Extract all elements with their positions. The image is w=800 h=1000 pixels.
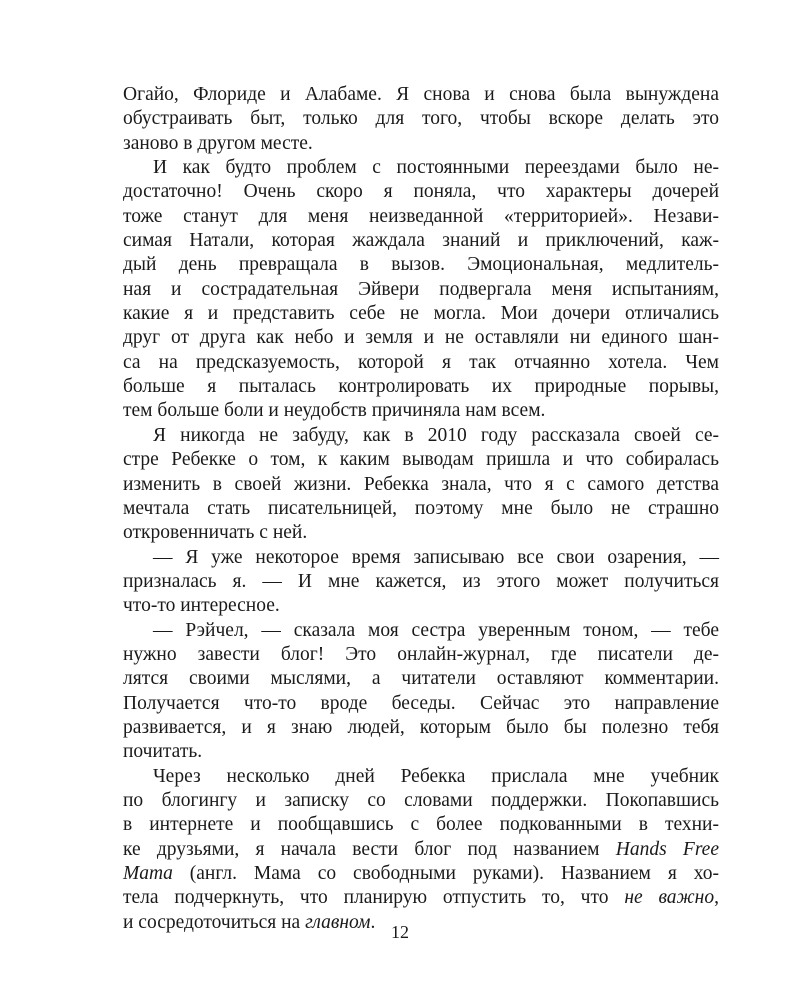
italic-text: Mama [123, 863, 173, 884]
italic-text: главном [305, 911, 371, 933]
text-segment: Через несколько дней Ребекка прислала мне учебник [153, 765, 719, 787]
text-line [123, 619, 719, 643]
text-segment: (англ. Мама со свободными руками). Названием я хо- [172, 863, 719, 884]
text-segment: мечтала стать писательницей, поэтому мне было не страшно [123, 497, 719, 519]
text-segment: И как будто проблем с постоянными переездами было не- [153, 157, 719, 179]
text-segment: друг от друга как небо и земля и не оставляли ни единого шан- [123, 327, 719, 349]
text-line [123, 497, 719, 521]
text-segment: больше я пыталась контролировать их природные порывы, [123, 376, 719, 398]
text-segment: симая Натали, которая жаждала знаний и приключений, каж- [123, 230, 719, 252]
text-line [123, 570, 719, 594]
text-line [123, 789, 719, 813]
text-segment: дый день превращала в вызов. Эмоциональная, медлитель- [123, 254, 719, 276]
text-line [123, 83, 719, 107]
text-segment: почитать. [123, 741, 203, 763]
text-segment: тем больше боли и неудобств причиняла нам всем. [123, 400, 546, 422]
text-segment: са на предсказуемость, которой я так отчаянно хотела. Чем [123, 351, 719, 373]
text-line [123, 813, 719, 837]
text-segment: тоже станут для меня неизведанной «территорией». Незави- [123, 205, 719, 227]
text-segment: — Я уже некоторое время записываю все свои озарения, — [153, 546, 719, 568]
text-line [123, 862, 719, 886]
text-line [123, 278, 719, 302]
text-segment: развивается, и я знаю людей, которым было бы полезно тебя [123, 716, 719, 738]
text-segment: призналась я. — И мне кажется, из этого может получиться [123, 570, 719, 592]
text-line [123, 424, 719, 448]
text-line [123, 302, 719, 326]
italic-text: Hands Free [615, 838, 719, 860]
text-segment: , [714, 887, 719, 909]
text-segment: заново в другом месте. [123, 132, 313, 154]
text-segment: изменить в своей жизни. Ребекка знала, что я с самого детства [123, 473, 719, 495]
text-segment: и сосредоточиться на [123, 911, 306, 933]
text-segment: . [370, 911, 376, 933]
italic-text: не важно [624, 887, 715, 909]
text-line [123, 107, 719, 131]
text-segment: лятся своими мыслями, а читатели оставляют комментарии. [123, 668, 719, 690]
text-line [123, 326, 719, 350]
text-line [123, 643, 719, 667]
text-line [123, 473, 719, 497]
text-line [123, 399, 719, 423]
text-line [123, 375, 719, 399]
text-segment: по блогингу и записку со словами поддержки. Покопавшись [123, 789, 719, 811]
text-line [123, 205, 719, 229]
text-line [123, 838, 719, 862]
text-line [123, 765, 719, 789]
text-line [123, 156, 719, 180]
text-line [123, 351, 719, 375]
text-segment: ная и сострадательная Эйвери подвергала меня испытаниям, [123, 278, 719, 300]
text-line [123, 667, 719, 691]
text-line [123, 253, 719, 277]
text-line [123, 546, 719, 570]
text-line [123, 740, 719, 764]
text-segment: обустраивать быт, только для того, чтобы вскоре делать это [123, 108, 719, 130]
text-segment: — Рэйчел, — сказала моя сестра уверенным тоном, — тебе [153, 619, 719, 641]
text-segment: в интернете и пообщавшись с более подкованными в техни- [123, 814, 719, 836]
text-segment: что-то интересное. [123, 595, 280, 617]
page-number: 12 [391, 922, 409, 942]
text-segment: ке друзьями, я начала вести блог под названием [123, 838, 616, 860]
text-segment: Получается что-то вроде беседы. Сейчас это направление [123, 692, 719, 714]
text-segment: нужно завести блог! Это онлайн-журнал, где писатели де- [123, 643, 719, 665]
text-line [123, 594, 719, 618]
text-line [123, 521, 719, 545]
text-segment: стре Ребекке о том, к каким выводам пришла и что собиралась [123, 449, 719, 471]
text-segment: достаточно! Очень скоро я поняла, что характеры дочерей [123, 181, 719, 203]
text-line [123, 886, 719, 910]
text-segment: Огайо, Флориде и Алабаме. Я снова и снова была вынуждена [123, 84, 719, 105]
text-line [123, 229, 719, 253]
text-line [123, 448, 719, 472]
text-segment: какие я и представить себе не могла. Мои дочери отличались [123, 303, 719, 325]
text-line [123, 716, 719, 740]
text-segment: откровенничать с ней. [123, 522, 308, 544]
text-line [123, 132, 719, 156]
text-line [123, 180, 719, 204]
body-text [123, 83, 719, 935]
text-segment: Я никогда не забуду, как в 2010 году рассказала своей се- [153, 424, 719, 446]
text-segment: тела подчеркнуть, что планирую отпустить то, что [123, 887, 625, 909]
text-line [123, 692, 719, 716]
